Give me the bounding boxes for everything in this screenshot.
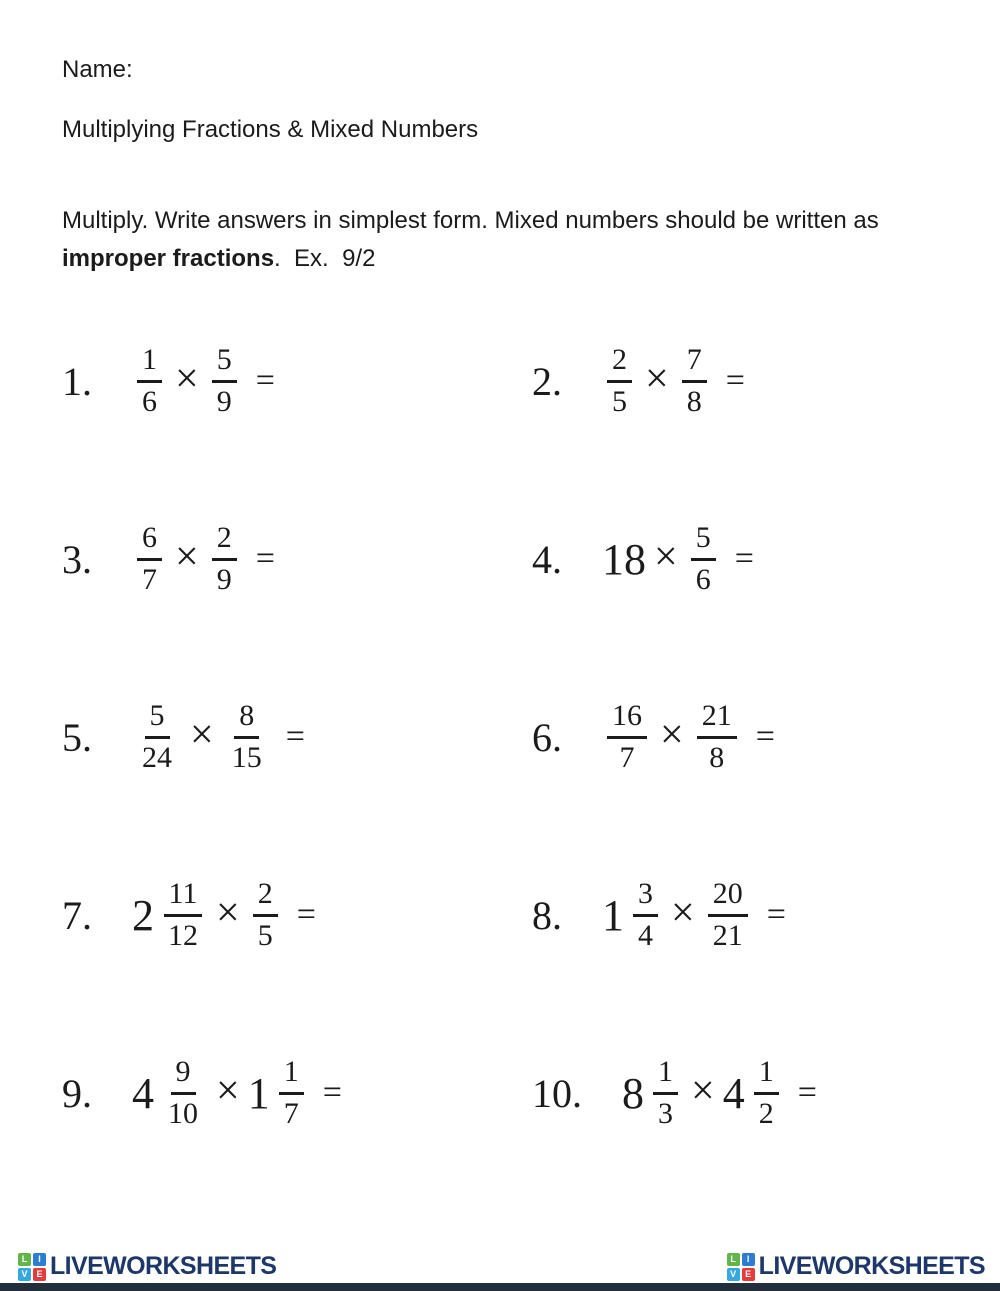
numerator: 2 [607,344,632,382]
problem-number: 8. [532,892,562,938]
logo-square-v: V [18,1268,31,1281]
equals-sign: = [285,718,305,755]
denominator: 6 [695,562,711,596]
denominator: 24 [142,740,172,774]
numerator: 1 [137,344,162,382]
fraction [137,522,162,596]
denominator: 9 [216,384,232,418]
times-sign: × [175,534,199,580]
expression [130,522,275,596]
problem-5 [62,648,532,826]
denominator: 9 [216,562,232,596]
problems [0,292,1000,1182]
bottom-bar [0,1283,1000,1291]
problem-number: 6. [532,714,562,760]
problem-number: 1. [62,358,92,404]
problem-number: 9. [62,1070,92,1116]
fraction [163,878,203,952]
denominator: 7 [142,562,157,596]
expression [620,1056,817,1130]
expression [600,344,745,418]
expression [130,878,316,952]
whole-number: 4 [722,1068,745,1118]
liveworksheets-logo-left[interactable] [18,1252,276,1281]
logo-square-l: L [727,1253,740,1266]
problem-2 [532,292,1000,470]
instructions-bold-text: improper fractions [62,245,275,272]
liveworksheets-wordmark: LIVEWORKSHEETS [758,1252,985,1280]
times-sign: × [691,1068,715,1114]
name-label: Name: [62,56,133,83]
denominator: 6 [142,384,157,418]
numerator: 9 [171,1056,196,1094]
numerator: 5 [212,344,237,382]
numerator: 5 [691,522,716,560]
whole-number: 8 [622,1068,644,1118]
numerator: 2 [212,522,237,560]
fraction [253,878,278,952]
problem-10 [532,1004,1000,1182]
fraction [633,878,658,952]
expression [130,1056,342,1130]
equals-sign: = [322,1074,342,1111]
fraction [227,700,267,774]
problem-7 [62,826,532,1004]
numerator: 2 [253,878,278,916]
numerator: 21 [697,700,737,738]
fraction [682,344,707,418]
numerator: 1 [279,1056,304,1094]
logo-square-e: E [33,1268,46,1281]
denominator: 7 [619,740,635,774]
times-sign: × [175,356,199,402]
problem-number: 10. [532,1070,582,1116]
instructions-example: . Ex. 9/2 [274,245,376,272]
problem-3 [62,470,532,648]
problem-9 [62,1004,532,1182]
equals-sign: = [296,896,316,933]
times-sign: × [660,712,684,758]
whole-number: 4 [132,1068,154,1118]
denominator: 8 [709,740,725,774]
expression [600,522,754,596]
fraction [137,344,162,418]
denominator: 12 [168,918,198,952]
worksheet-header [0,0,1000,278]
equals-sign: = [797,1074,817,1111]
logo-square-i: I [33,1253,46,1266]
times-sign: × [216,1068,240,1114]
fraction [697,700,737,774]
numerator: 6 [137,522,162,560]
equals-sign: = [766,896,786,933]
fraction [163,1056,203,1130]
fraction [279,1056,304,1130]
liveworksheets-logo-right[interactable] [727,1252,985,1281]
denominator: 5 [257,918,273,952]
problem-6 [532,648,1000,826]
expression [600,878,786,952]
denominator: 21 [712,918,743,952]
fraction [653,1056,678,1130]
instructions-text: Multiply. Write answers in simplest form. Mixed numbers should be written as [62,207,886,234]
logo-square-i: I [742,1253,755,1266]
logo-square-e: E [742,1268,755,1281]
expression [600,700,775,774]
expression [130,700,305,774]
times-sign: × [216,890,240,936]
fraction [754,1056,779,1130]
fraction [137,700,177,774]
whole-number: 1 [602,890,624,940]
problem-number: 7. [62,892,92,938]
fraction [212,344,237,418]
problem-number: 4. [532,536,562,582]
times-sign: × [654,534,678,580]
numerator: 16 [607,700,647,738]
denominator: 2 [758,1096,774,1130]
liveworksheets-icon [727,1253,755,1281]
denominator: 3 [658,1096,673,1130]
problem-number: 5. [62,714,92,760]
denominator: 4 [638,918,653,952]
numerator: 8 [234,700,259,738]
equals-sign: = [725,362,745,399]
fraction [691,522,716,596]
liveworksheets-icon [18,1253,46,1281]
whole-number: 2 [132,890,154,940]
fraction [708,878,748,952]
whole-number: 1 [247,1068,270,1118]
equals-sign: = [734,540,754,577]
fraction [607,344,632,418]
denominator: 8 [686,384,702,418]
problem-1 [62,292,532,470]
logo-square-v: V [727,1268,740,1281]
denominator: 7 [283,1096,299,1130]
problem-number: 2. [532,358,562,404]
logo-square-l: L [18,1253,31,1266]
liveworksheets-wordmark: LIVEWORKSHEETS [50,1252,277,1280]
numerator: 1 [754,1056,779,1094]
instructions [62,202,890,278]
equals-sign: = [255,540,275,577]
denominator: 15 [231,740,262,774]
numerator: 20 [708,878,748,916]
equals-sign: = [755,718,775,755]
problem-8 [532,826,1000,1004]
numerator: 3 [633,878,658,916]
page-title: Multiplying Fractions & Mixed Numbers [62,116,479,143]
denominator: 5 [612,384,627,418]
expression [130,344,275,418]
whole-number: 18 [602,534,646,584]
times-sign: × [190,712,214,758]
numerator: 5 [145,700,170,738]
fraction [212,522,237,596]
denominator: 10 [168,1096,198,1130]
fraction [607,700,647,774]
problem-4 [532,470,1000,648]
problem-number: 3. [62,536,92,582]
times-sign: × [671,890,695,936]
equals-sign: = [255,362,275,399]
numerator: 7 [682,344,707,382]
times-sign: × [645,356,669,402]
numerator: 1 [653,1056,678,1094]
numerator: 11 [164,878,203,916]
